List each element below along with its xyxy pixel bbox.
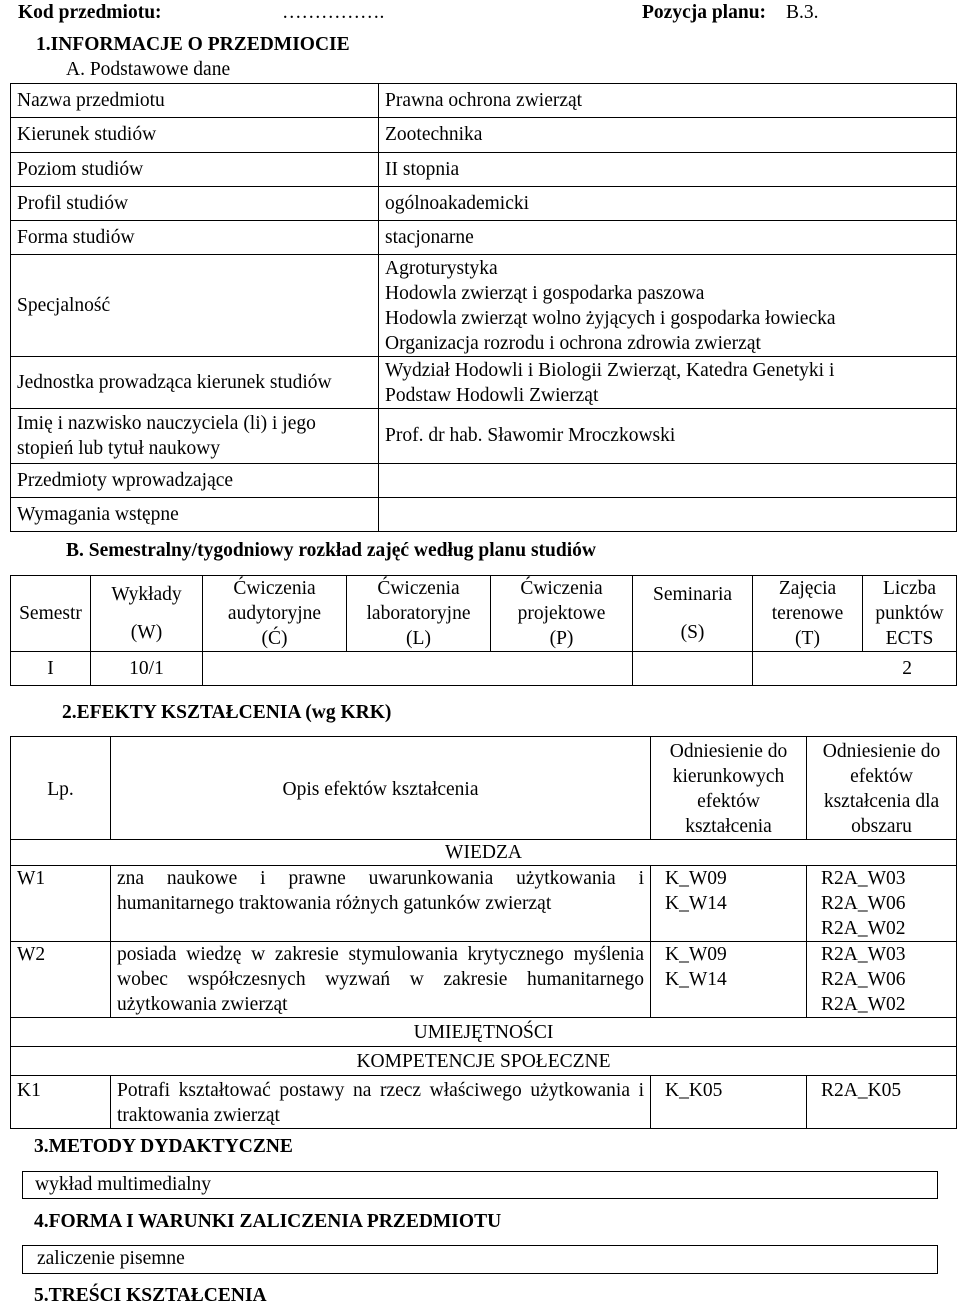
table-row [11,153,957,187]
col-kierunkowe [651,737,807,840]
ref-code: R2A_W06 [821,969,906,990]
header-text: Ćwiczenia [520,578,603,599]
header-abbr: (S) [680,622,705,643]
header-abbr: (W) [130,622,163,643]
value-cell [379,255,957,357]
cell-ects: 2 [863,652,957,686]
ref-code: R2A_W03 [821,868,906,889]
cell-opis: posiada wiedzę w zakresie stymulowania krytycznego myślenia wobec współczesnych wyzwań w zakresie humanitarnego użytkowania zwierząt [111,942,651,1018]
table-row [11,498,957,532]
header-text: kierunkowych [672,766,785,787]
table-row [11,652,957,686]
header-text: Zajęcia [778,578,837,599]
ref-code: R2A_W02 [821,918,906,939]
label-cell: Forma studiów [11,221,379,255]
col-ects [863,576,957,652]
section2-title: 2.EFEKTY KSZTAŁCENIA (wg KRK) [62,702,392,723]
sectionB-title: B. Semestralny/tygodniowy rozkład zajęć według planu studiów [66,540,596,561]
ref-code: K_W09 [665,944,727,965]
cell-kierunkowe: K_K05 [651,1076,807,1129]
assessment-box: zaliczenie pisemne [22,1245,938,1274]
basic-data-table [10,83,957,532]
label-cell: Wymagania wstępne [11,498,379,532]
cell-opis: Potrafi kształtować postawy na rzecz właściwego użytkowania i traktowania zwierząt [111,1076,651,1129]
header-text: Wykłady [111,584,182,605]
category-row [11,840,957,866]
header-text: audytoryjne [227,603,322,624]
section3-title: 3.METODY DYDAKTYCZNE [34,1136,293,1157]
col-seminaria [633,576,753,652]
cell-lp: W2 [11,942,111,1018]
unit-line: Wydział Hodowli i Biologii Zwierząt, Katedra Genetyki i [385,360,835,381]
cell-kierunkowe [651,866,807,942]
col-obszar [807,737,957,840]
header-text: Seminaria [652,584,733,605]
section1-title: 1.INFORMACJE O PRZEDMIOCIE [36,34,350,55]
learning-outcomes-table [10,736,957,1129]
schedule-table [10,575,957,686]
header-text: efektów [697,791,760,812]
cell-obszar: R2A_K05 [807,1076,957,1129]
specialty-line: Hodowla zwierząt i gospodarka paszowa [385,283,705,304]
table-row [11,866,957,942]
course-code-value: ……………. [282,2,385,23]
value-cell: Zootechnika [379,118,957,153]
value-cell [379,498,957,532]
table-header-row [11,737,957,840]
table-row [11,409,957,464]
label-cell: Poziom studiów [11,153,379,187]
category-wiedza: WIEDZA [11,840,957,866]
value-cell: Prawna ochrona zwierząt [379,84,957,118]
cell-obszar [807,866,957,942]
label-line: Imię i nazwisko nauczyciela (li) i jego [17,413,316,434]
cell-obszar [807,942,957,1018]
table-row [11,221,957,255]
value-cell: stacjonarne [379,221,957,255]
value-cell: Prof. dr hab. Sławomir Mroczkowski [379,409,957,464]
label-cell: Specjalność [11,255,379,357]
category-row [11,1047,957,1076]
ref-code: K_W14 [665,893,727,914]
table-row [11,255,957,357]
label-cell [11,409,379,464]
section5-title: 5.TREŚCI KSZTAŁCENIA [34,1285,267,1306]
col-cw-audytoryjne [203,576,347,652]
header-text: Odniesienie do [669,741,788,762]
cell-lp: W1 [11,866,111,942]
label-cell: Profil studiów [11,187,379,221]
header-text: kształcenia [685,816,772,837]
label-cell: Nazwa przedmiotu [11,84,379,118]
col-semestr: Semestr [11,576,91,652]
table-row [11,464,957,498]
section1-subtitle: A. Podstawowe dane [66,59,231,80]
cell-semestr: I [11,652,91,686]
ref-code: K_W14 [665,969,727,990]
header-abbr: ECTS [885,628,934,649]
col-cw-laboratoryjne [347,576,491,652]
header-text: projektowe [517,603,606,624]
col-cw-projektowe [491,576,633,652]
value-cell: ogólnoakademicki [379,187,957,221]
category-umiejetnosci: UMIEJĘTNOŚCI [11,1018,957,1047]
header-text: Odniesienie do [822,741,941,762]
table-row [11,357,957,409]
category-kompetencje: KOMPETENCJE SPOŁECZNE [11,1047,957,1076]
cell-lp: K1 [11,1076,111,1129]
header-abbr: (T) [795,628,820,649]
label-line: stopień lub tytuł naukowy [17,438,221,459]
course-code-label: Kod przedmiotu: [18,2,162,23]
cell-empty [633,652,753,686]
value-cell [379,464,957,498]
col-wyklady [91,576,203,652]
table-row [11,118,957,153]
specialty-line: Hodowla zwierząt wolno żyjących i gospodarka łowiecka [385,308,836,329]
header-text: terenowe [771,603,844,624]
header-text: efektów [850,766,913,787]
specialty-line: Organizacja rozrodu i ochrona zdrowia zwierząt [385,333,761,354]
label-cell: Przedmioty wprowadzające [11,464,379,498]
table-row [11,84,957,118]
table-row [11,942,957,1018]
table-row [11,187,957,221]
table-row [11,1076,957,1129]
header-abbr: (Ć) [261,628,288,649]
col-opis: Opis efektów kształcenia [111,737,651,840]
value-cell: II stopnia [379,153,957,187]
specialty-line: Agroturystyka [385,258,498,279]
ref-code: K_W09 [665,868,727,889]
cell-opis: zna naukowe i prawne uwarunkowania użytkowania i humanitarnego traktowania różnych gatunków zwierząt [111,866,651,942]
header-text: obszaru [851,816,912,837]
col-lp: Lp. [11,737,111,840]
cell-empty [203,652,633,686]
ref-code: R2A_W02 [821,994,906,1015]
header-text: kształcenia dla [823,791,940,812]
header-text: Ćwiczenia [377,578,460,599]
header-abbr: (L) [406,628,431,649]
plan-position-value: B.3. [786,2,819,23]
col-zajecia-terenowe [753,576,863,652]
category-row [11,1018,957,1047]
ref-code: R2A_W06 [821,893,906,914]
header-text: Liczba [882,578,937,599]
cell-wyklady: 10/1 [91,652,203,686]
unit-line: Podstaw Hodowli Zwierząt [385,385,599,406]
ref-code: R2A_W03 [821,944,906,965]
header-text: punktów [875,603,944,624]
header-text: laboratoryjne [366,603,471,624]
section4-title: 4.FORMA I WARUNKI ZALICZENIA PRZEDMIOTU [34,1211,502,1232]
label-cell: Kierunek studiów [11,118,379,153]
label-cell: Jednostka prowadząca kierunek studiów [11,357,379,409]
value-cell [379,357,957,409]
table-header-row [11,576,957,652]
teaching-methods-box: wykład multimedialny [22,1171,938,1199]
cell-empty [753,652,863,686]
plan-position-label: Pozycja planu: [642,2,767,23]
header-abbr: (P) [549,628,574,649]
cell-kierunkowe [651,942,807,1018]
header-text: Ćwiczenia [233,578,316,599]
